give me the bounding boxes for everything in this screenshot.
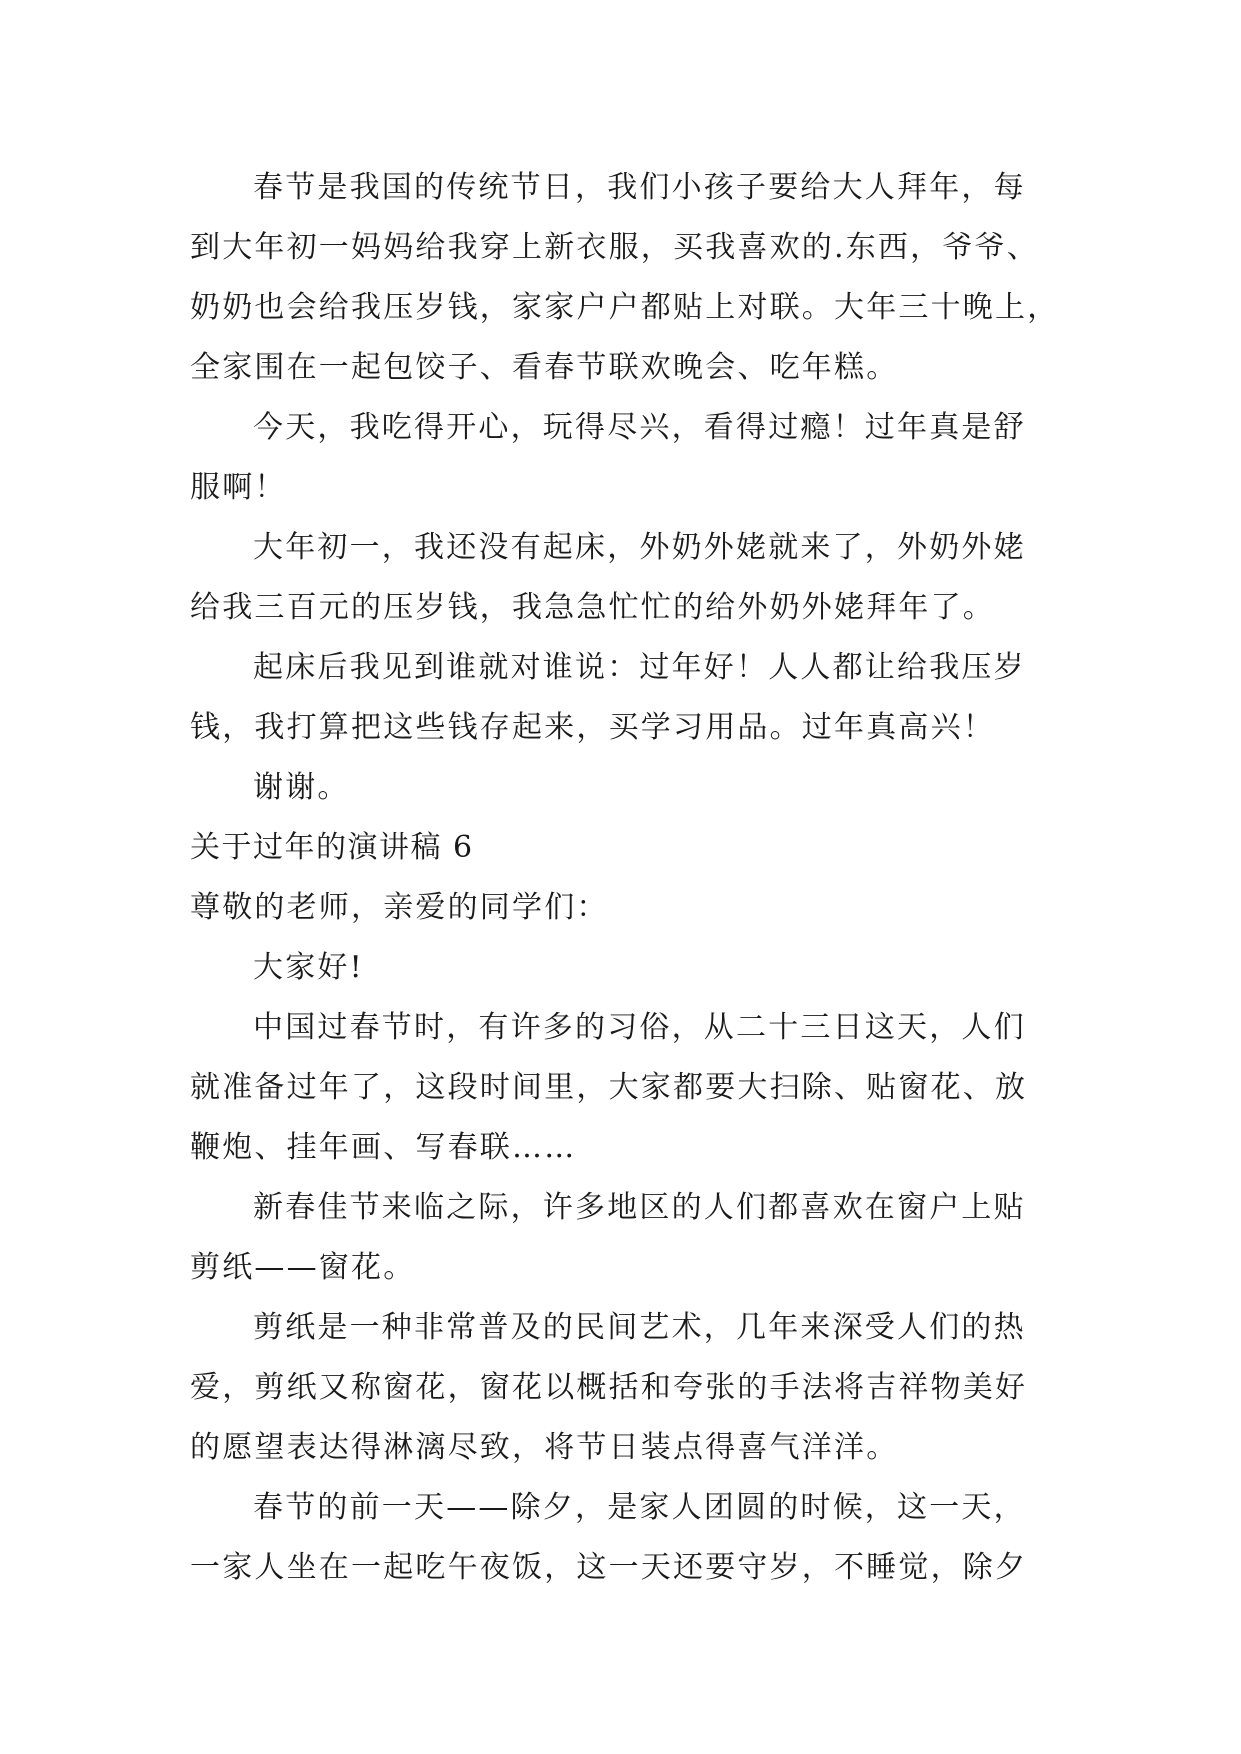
- paragraph-line: 就准备过年了，这段时间里，大家都要大扫除、贴窗花、放: [190, 1070, 1028, 1105]
- paragraph-line: 服啊！: [190, 470, 287, 505]
- paragraph-line: 起床后我见到谁就对谁说：过年好！人人都让给我压岁: [253, 650, 1026, 685]
- paragraph-line: 春节的前一天——除夕，是家人团圆的时候，这一天，: [253, 1490, 1026, 1525]
- paragraph-line: 全家围在一起包饺子、看春节联欢晚会、吃年糕。: [190, 350, 899, 385]
- paragraph-line: 给我三百元的压岁钱，我急急忙忙的给外奶外姥拜年了。: [190, 590, 995, 625]
- salutation-line: 尊敬的老师，亲爱的同学们：: [190, 890, 609, 925]
- greeting-line: 大家好!: [253, 950, 364, 985]
- paragraph-line: 的愿望表达得淋漓尽致，将节日装点得喜气洋洋。: [190, 1430, 899, 1465]
- paragraph-line: 鞭炮、挂年画、写春联……: [190, 1130, 577, 1165]
- paragraph-line: 剪纸是一种非常普及的民间艺术，几年来深受人们的热: [253, 1310, 1026, 1345]
- document-body: [190, 158, 1060, 1598]
- paragraph-line: 爱，剪纸又称窗花，窗花以概括和夸张的手法将吉祥物美好: [190, 1370, 1028, 1405]
- paragraph-line: 今天，我吃得开心，玩得尽兴，看得过瘾！过年真是舒: [253, 410, 1026, 445]
- paragraph-line: 新春佳节来临之际，许多地区的人们都喜欢在窗户上贴: [253, 1190, 1026, 1225]
- paragraph-line: 中国过春节时，有许多的习俗，从二十三日这天，人们: [253, 1010, 1026, 1045]
- section-heading: 关于过年的演讲稿 6: [190, 830, 474, 865]
- paragraph-line: 大年初一，我还没有起床，外奶外姥就来了，外奶外姥: [253, 530, 1026, 565]
- paragraph-line: 春节是我国的传统节日，我们小孩子要给大人拜年，每: [253, 170, 1026, 205]
- paragraph-line: 到大年初一妈妈给我穿上新衣服，买我喜欢的.东西，爷爷、: [190, 230, 1039, 265]
- paragraph-line: 剪纸——窗花。: [190, 1250, 416, 1285]
- paragraph-line: 钱，我打算把这些钱存起来，买学习用品。过年真高兴！: [190, 710, 995, 745]
- closing-line: 谢谢。: [253, 770, 350, 805]
- paragraph-line: 一家人坐在一起吃午夜饭，这一天还要守岁，不睡觉，除夕: [190, 1550, 1028, 1585]
- paragraph-line: 奶奶也会给我压岁钱，家家户户都贴上对联。大年三十晚上，: [190, 290, 1060, 325]
